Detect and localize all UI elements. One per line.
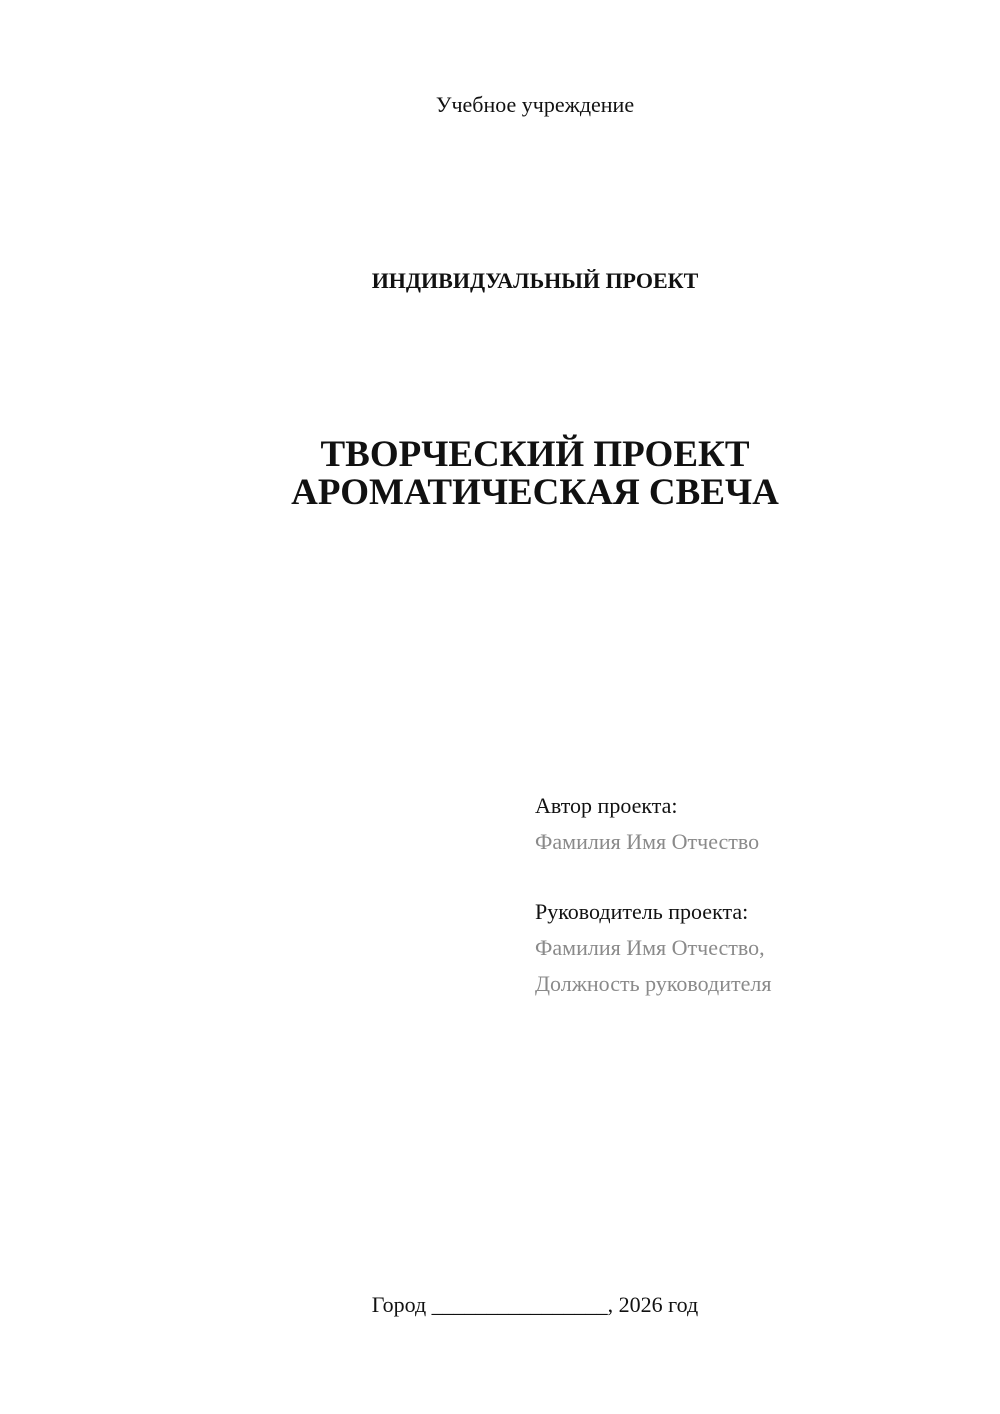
supervisor-label: Руководитель проекта: — [535, 899, 749, 924]
author-name-placeholder: Фамилия Имя Отчество — [535, 829, 760, 854]
project-title-line-1: ТВОРЧЕСКИЙ ПРОЕКТ — [320, 434, 750, 475]
city-year-footer: Город ________________, 2026 год — [371, 1292, 699, 1317]
supervisor-name-placeholder: Фамилия Имя Отчество, — [535, 935, 765, 960]
spacer — [535, 860, 975, 894]
institution-name: Учебное учреждение — [435, 92, 635, 117]
project-credits — [535, 788, 975, 1002]
project-title — [70, 436, 1000, 512]
project-type-heading: ИНДИВИДУАЛЬНЫЙ ПРОЕКТ — [371, 268, 699, 293]
supervisor-position-placeholder: Должность руководителя — [535, 971, 772, 996]
project-title-line-2: АРОМАТИЧЕСКАЯ СВЕЧА — [291, 472, 779, 513]
author-label: Автор проекта: — [535, 793, 678, 818]
